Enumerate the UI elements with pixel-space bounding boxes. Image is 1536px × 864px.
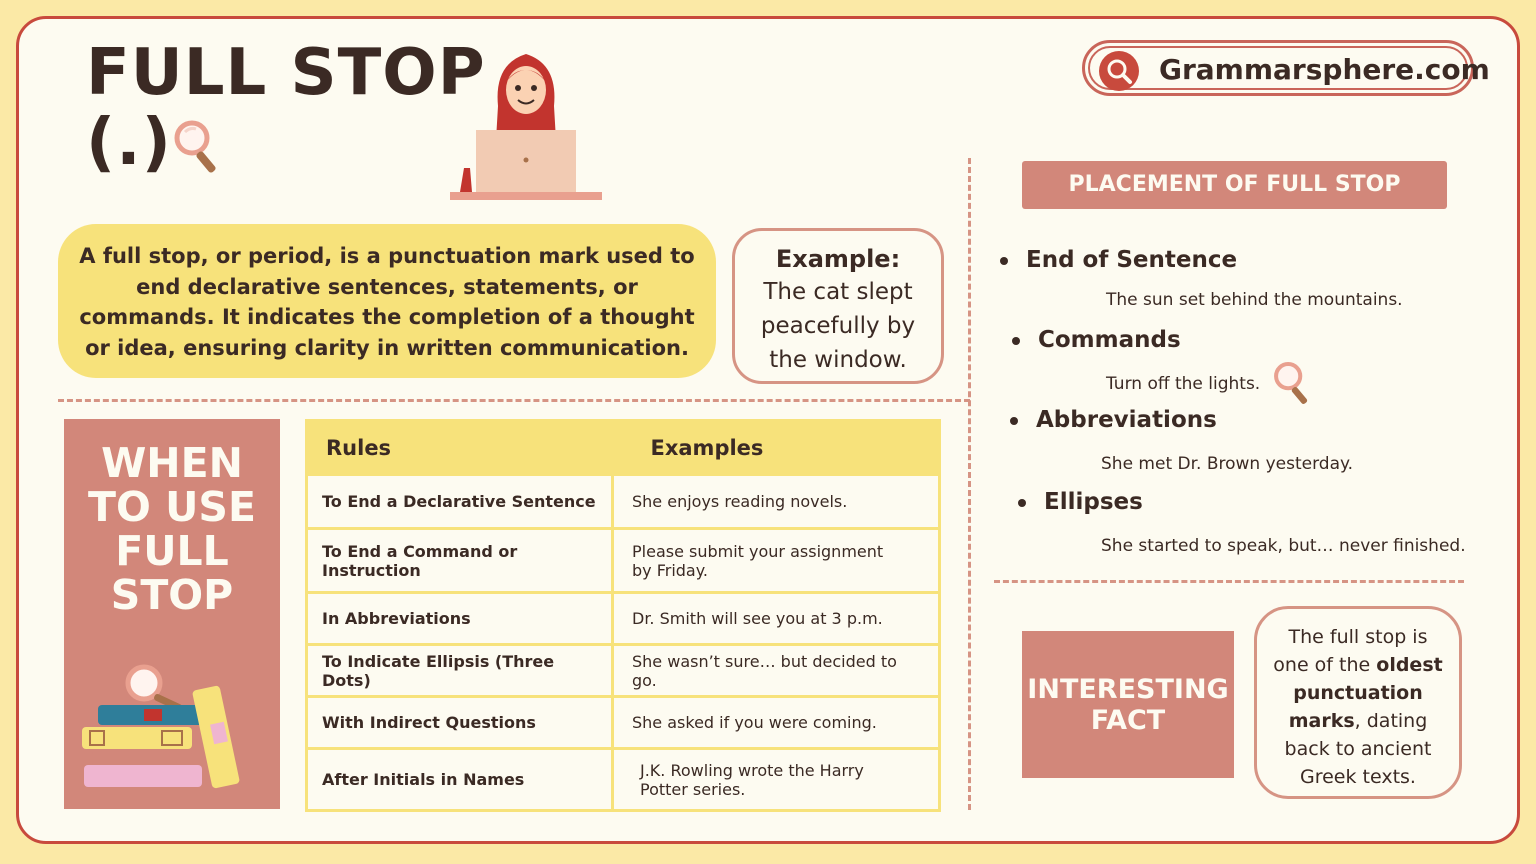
rule-cell: To Indicate Ellipsis (Three Dots) <box>307 645 613 697</box>
fact-text: The full stop is one of the <box>1273 626 1428 676</box>
example-line-3: the window. <box>769 347 907 373</box>
rule-cell: With Indirect Questions <box>307 697 613 749</box>
placement-item-commands <box>1012 327 1181 353</box>
table-row <box>307 645 940 697</box>
example-cell: Please submit your assignment by Friday. <box>613 529 940 593</box>
placement-example: She met Dr. Brown yesterday. <box>1101 454 1354 474</box>
placement-title: Commands <box>1038 327 1181 353</box>
title-line-1: FULL STOP <box>86 36 486 110</box>
definition-text: A full stop, or period, is a punctuation mark used to end declarative sentences, statements, or commands. It indicates the completion of a thought or idea, ensuring clarity in written communication. <box>58 224 716 378</box>
example-line-2: peacefully by <box>760 313 916 339</box>
rule-cell: To End a Command or Instruction <box>307 529 613 593</box>
when-line-4: STOP <box>110 571 234 619</box>
books-stack-illustration <box>78 661 266 797</box>
placement-example: She started to speak, but… never finished. <box>1101 536 1466 556</box>
placement-item-ellipses <box>1018 489 1143 515</box>
placement-item-abbreviations <box>1010 407 1217 433</box>
search-icon <box>1099 51 1139 91</box>
title-line-2 <box>86 108 486 178</box>
example-cell: She enjoys reading novels. <box>613 475 940 529</box>
page-title <box>86 38 486 178</box>
divider-vertical <box>968 158 971 810</box>
example-cell: She wasn’t sure… but decided to go. <box>613 645 940 697</box>
site-badge[interactable] <box>1082 40 1490 96</box>
woman-laptop-illustration <box>446 44 606 204</box>
bullet-icon <box>1010 417 1018 425</box>
rules-table <box>305 419 941 812</box>
rule-cell: After Initials in Names <box>307 749 613 811</box>
table-header-row <box>307 421 940 475</box>
placement-title: End of Sentence <box>1026 247 1238 273</box>
bullet-icon <box>1012 337 1020 345</box>
when-line-1: WHEN <box>101 439 243 487</box>
fact-text-end: , dating back to ancient Greek texts. <box>1284 710 1432 788</box>
when-to-use-heading <box>64 441 280 617</box>
interesting-fact-label <box>1022 631 1234 778</box>
bullet-icon <box>1000 257 1008 265</box>
table-row <box>307 749 940 811</box>
divider-left <box>58 399 970 402</box>
rule-cell: In Abbreviations <box>307 593 613 645</box>
when-to-use-panel <box>64 419 280 809</box>
bullet-icon <box>1018 499 1026 507</box>
when-line-2: TO USE <box>88 483 256 531</box>
fact-label-line-2: FACT <box>1090 705 1166 736</box>
magnifier-icon <box>172 118 224 180</box>
site-name[interactable]: Grammarsphere.com <box>1159 53 1490 86</box>
example-heading: Example: <box>775 245 901 273</box>
placement-heading: PLACEMENT OF FULL STOP <box>1022 161 1447 209</box>
placement-title: Ellipses <box>1044 489 1143 515</box>
table-row <box>307 697 940 749</box>
magnifier-icon <box>1272 360 1314 410</box>
table-row <box>307 593 940 645</box>
column-header-examples: Examples <box>613 421 940 475</box>
table-row <box>307 529 940 593</box>
column-header-rules: Rules <box>307 421 613 475</box>
fact-bubble <box>1254 606 1462 799</box>
placement-item-end-of-sentence <box>1000 247 1237 273</box>
site-logo-icon <box>1099 51 1139 91</box>
placement-example: The sun set behind the mountains. <box>1106 290 1403 310</box>
title-symbol: (.) <box>86 106 172 180</box>
placement-example: Turn off the lights. <box>1106 374 1261 394</box>
fact-text-bold: oldest punctuation marks <box>1288 654 1443 732</box>
example-cell: Dr. Smith will see you at 3 p.m. <box>613 593 940 645</box>
table-row <box>307 475 940 529</box>
example-cell: She asked if you were coming. <box>613 697 940 749</box>
example-bubble <box>732 228 944 384</box>
placement-title: Abbreviations <box>1036 407 1217 433</box>
example-line-1: The cat slept <box>763 279 913 305</box>
example-cell: J.K. Rowling wrote the Harry Potter series. <box>613 749 940 811</box>
rule-cell: To End a Declarative Sentence <box>307 475 613 529</box>
divider-right <box>994 580 1464 583</box>
when-line-3: FULL <box>115 527 229 575</box>
fact-label-line-1: INTERESTING <box>1027 674 1229 705</box>
